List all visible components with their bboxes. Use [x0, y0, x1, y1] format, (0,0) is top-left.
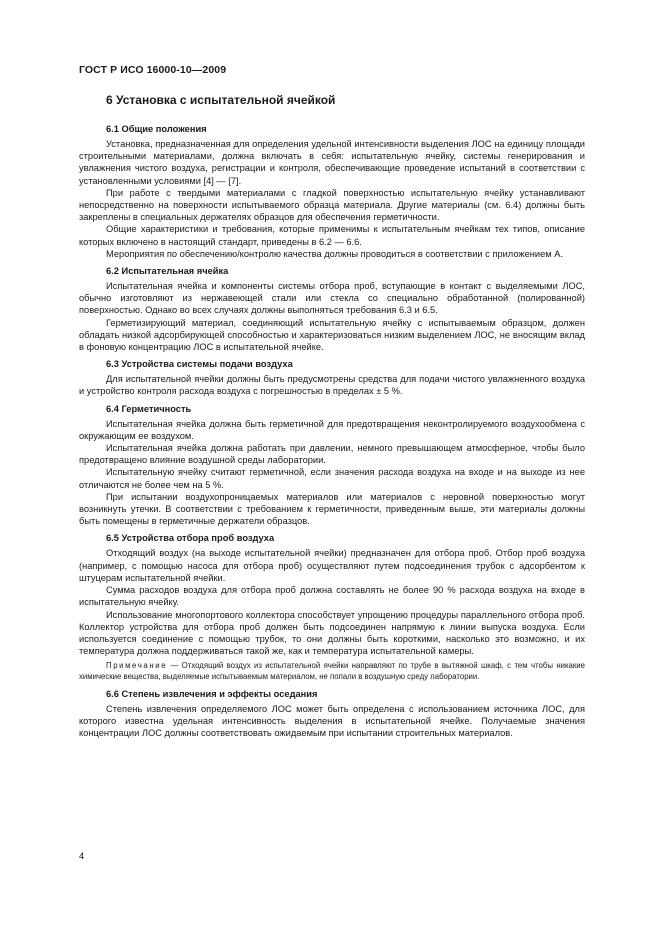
subsection-title-6-3: 6.3 Устройства системы подачи воздуха: [106, 359, 293, 370]
section-title: 6 Установка с испытательной ячейкой: [106, 93, 336, 107]
paragraph: Степень извлечения определяемого ЛОС может быть определена с использованием источника ЛОС, для которого известна удельная интенсивность выделения в испытательной ячейке. Получаемые значения концентрации ЛОС должны соответствовать ожидаемым при испытании строительных материалов.: [79, 703, 585, 738]
document-body: [79, 93, 585, 739]
paragraph: Испытательная ячейка должна быть герметичной для предотвращения неконтролируемого воздухообмена с окружающим ее воздухом.: [79, 418, 585, 441]
paragraph: Общие характеристики и требования, которые применимы к испытательным ячейкам тех типов, описание которых включено в настоящий стандарт, приведены в 6.2 — 6.6.: [79, 224, 585, 247]
paragraph: Отходящий воздух (на выходе испытательной ячейки) предназначен для отбора проб. Отбор проб воздуха (например, с помощью насоса для отбора проб) осуществляют путем подсоединения трубок с адсорбентом к штуцерам испытательной ячейки.: [79, 548, 585, 583]
subsection-title-6-6: 6.6 Степень извлечения и эффекты оседания: [106, 688, 318, 699]
page-number: 4: [79, 851, 85, 861]
paragraph: Мероприятия по обеспечению/контролю качества должны проводиться в соответствии с приложением А.: [106, 248, 564, 259]
paragraph: Испытательная ячейка должна работать при давлении, немного превышающем атмосферное, чтобы было предотвращено влияние воздушной среды лаборатории.: [79, 443, 585, 466]
paragraph: При испытании воздухопроницаемых материалов или материалов с неровной поверхностью могут возникнуть утечки. В соответствии с требованием к герметичности, приведенным выше, эти материалы должны быть помещены в герметичные держатели образцов.: [79, 491, 585, 527]
subsection-title-6-4: 6.4 Герметичность: [106, 403, 192, 414]
note: [79, 661, 585, 682]
paragraph: При работе с твердыми материалами с гладкой поверхностью испытательную ячейку устанавливают непосредственно на поверхности испытываемого образца материала. Другие материалы (см. 6.4) должны быть закреплены в специальных держателях образцов для обеспечения герметичности.: [79, 187, 585, 223]
paragraph: Установка, предназначенная для определения удельной интенсивности выделения ЛОС на единицу площади строительными материалами, должна включать в себя: испытательную ячейку, системы генерирования и увлажнения чистого воздуха, регистрации и контроля, обеспечивающие проведение испытаний в соответствии с установленными условиями [4] — [7].: [79, 139, 585, 186]
subsection-title-6-1: 6.1 Общие положения: [106, 124, 207, 134]
paragraph: Испытательную ячейку считают герметичной, если значения расхода воздуха на входе и на выходе из нее отличаются не более чем на 5 %.: [79, 467, 585, 490]
document-header: ГОСТ Р ИСО 16000-10—2009: [79, 64, 227, 76]
paragraph: Сумма расходов воздуха для отбора проб должна составлять не более 90 % расхода воздуха на входе в испытательную ячейку.: [79, 585, 585, 608]
paragraph: Испытательная ячейка и компоненты системы отбора проб, вступающие в контакт с выделяемыми ЛОС, обычно изготовляют из нержавеющей стали или стекла со специально обработанной (полированной) поверхностью. Однако во всех случаях должны выполняться требования 6.3 и 6.5.: [79, 281, 585, 316]
paragraph: Использование многопортового коллектора способствует упрощению процедуры параллельного отбора проб. Коллектор устройства для отбора проб должен быть подсоединен напрямую к линии выпуска воздуха. Если используется соединение с помощью трубок, то они должны быть короткими, насколько это возможно, и их температура должна поддерживаться такой же, как и температура испытательной камеры.: [79, 609, 585, 657]
note-text: — Отходящий воздух из испытательной ячейки направляют по трубе в вытяжной шкаф, с тем чтобы никакие химические вещества, выделяемые испытываемым материалом, не попали в воздушную среду лаборатории.: [79, 661, 585, 681]
subsection-title-6-5: 6.5 Устройства отбора проб воздуха: [106, 533, 275, 544]
paragraph: Для испытательной ячейки должны быть предусмотрены средства для подачи чистого увлажненного воздуха и устройство контроля расхода воздуха с погрешностью в пределах ± 5 %.: [79, 374, 585, 397]
note-label: Примечание: [106, 661, 168, 671]
paragraph: Герметизирующий материал, соединяющий испытательную ячейку с испытываемым образцом, должен обладать низкой адсорбирующей способностью и характеризоваться низким выделением ЛОС, не вносящим вклад в фоновую концентрацию ЛОС в испытательной ячейке.: [79, 317, 585, 353]
subsection-title-6-2: 6.2 Испытательная ячейка: [106, 266, 229, 277]
